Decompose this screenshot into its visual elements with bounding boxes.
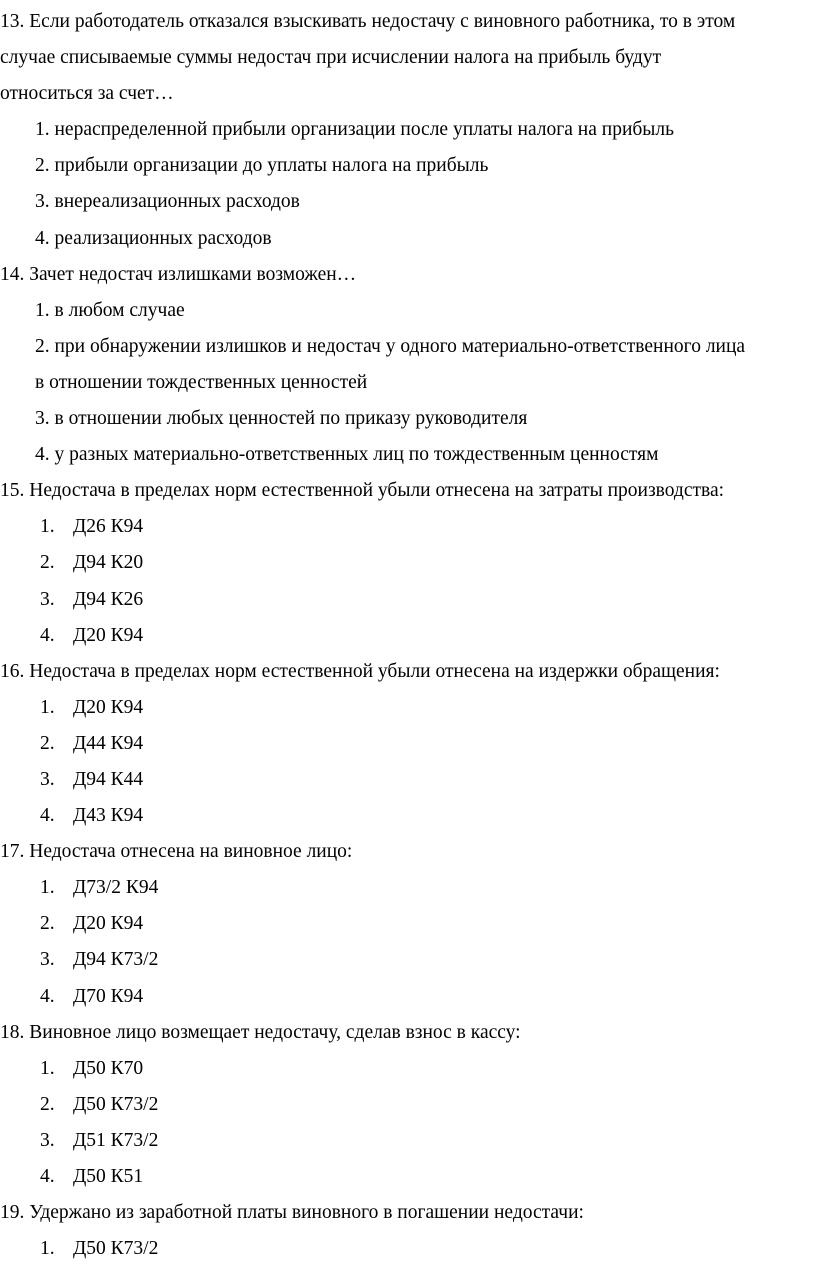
option-number: 1.: [35, 299, 50, 321]
option-text: в отношении любых ценностей по приказу руководителя: [54, 408, 528, 430]
option-number: 1.: [40, 516, 55, 538]
answer-option: [0, 1231, 816, 1267]
option-text: прибыли организации до уплаты налога на прибыль: [54, 155, 489, 177]
option-number: 1.: [40, 1238, 55, 1260]
option-text: Д94 К73/2: [73, 949, 159, 971]
question-block: [0, 1195, 816, 1267]
option-text: Д94 К44: [73, 768, 144, 790]
question-block: [0, 834, 816, 1014]
option-number: 4.: [40, 985, 55, 1007]
question-text: 18. Виновное лицо возмещает недостачу, сделав взнос в кассу:: [0, 1021, 521, 1043]
answer-option: [0, 437, 816, 473]
option-text: нераспределенной прибыли организации после уплаты налога на прибыль: [54, 119, 675, 141]
question-block: [0, 257, 816, 474]
question-text: 15. Недостача в пределах норм естественной убыли отнесена на затраты производства:: [0, 480, 725, 502]
answer-option: [0, 293, 816, 329]
answer-option: [0, 762, 816, 798]
question-text: 13. Если работодатель отказался взыскивать недостачу с виновного работника, то в этом: [0, 11, 736, 32]
option-number: 3.: [35, 408, 50, 430]
option-text: Д50 К73/2: [73, 1238, 159, 1260]
question-text: 14. Зачет недостач излишками возможен…: [0, 263, 357, 285]
question-block: [0, 473, 816, 653]
document-page: [0, 4, 816, 1267]
answer-option: [0, 942, 816, 978]
option-number: 2.: [35, 335, 50, 357]
answer-option: [0, 148, 816, 184]
question-text: случае списываемые суммы недостач при исчислении налога на прибыль будут: [0, 47, 662, 69]
option-number: 2.: [40, 732, 55, 754]
answer-option: [0, 1159, 816, 1195]
option-number: 4.: [35, 444, 50, 466]
answer-option: [0, 1087, 816, 1123]
question-block: [0, 1015, 816, 1195]
option-number: 2.: [35, 155, 50, 177]
option-number: 1.: [40, 1057, 55, 1079]
option-text: Д50 К70: [73, 1057, 144, 1079]
option-number: 3.: [40, 768, 55, 790]
answer-option: [0, 509, 816, 545]
answer-option: [0, 1123, 816, 1159]
option-text: Д70 К94: [73, 985, 144, 1007]
answer-option: [0, 798, 816, 834]
answer-option: [0, 690, 816, 726]
answer-option: [0, 112, 816, 148]
answer-option: [0, 870, 816, 906]
option-text: Д50 К51: [73, 1166, 144, 1187]
option-number: 2.: [40, 552, 55, 574]
option-text: Д73/2 К94: [73, 877, 159, 899]
answer-option: [0, 618, 816, 654]
answer-option: [0, 1051, 816, 1087]
answer-option: [0, 979, 816, 1015]
option-number: 2.: [40, 913, 55, 935]
option-text: у разных материально-ответственных лиц по тождественным ценностям: [54, 444, 659, 466]
option-text: Д43 К94: [73, 805, 144, 827]
option-number: 3.: [35, 191, 50, 213]
option-text: Д44 К94: [73, 732, 144, 754]
option-number: 3.: [40, 949, 55, 971]
option-text-continuation: в отношении тождественных ценностей: [35, 371, 368, 393]
option-text: при обнаружении излишков и недостач у одного материально-ответственного лица: [54, 335, 746, 357]
option-number: 3.: [40, 588, 55, 610]
option-number: 1.: [35, 119, 50, 141]
option-text: Д20 К94: [73, 913, 144, 935]
option-number: 2.: [40, 1093, 55, 1115]
question-block: [0, 4, 816, 257]
question-text: 19. Удержано из заработной платы виновного в погашении недостачи:: [0, 1202, 584, 1224]
answer-option: [0, 184, 816, 220]
answer-option: [0, 582, 816, 618]
option-text: Д51 К73/2: [73, 1129, 159, 1151]
option-text: Д26 К94: [73, 516, 144, 538]
option-text: в любом случае: [54, 299, 185, 321]
answer-option: [0, 545, 816, 581]
option-text: внереализационных расходов: [54, 191, 300, 213]
option-text: реализационных расходов: [54, 227, 272, 249]
option-number: 1.: [40, 877, 55, 899]
answer-option: [0, 906, 816, 942]
option-text: Д20 К94: [73, 696, 144, 718]
answer-option: [0, 329, 816, 365]
answer-option: [0, 401, 816, 437]
answer-option: [0, 726, 816, 762]
option-number: 1.: [40, 696, 55, 718]
option-number: 4.: [40, 805, 55, 827]
option-text: Д94 К20: [73, 552, 144, 574]
answer-option: [0, 221, 816, 257]
option-number: 4.: [35, 227, 50, 249]
question-text: 17. Недостача отнесена на виновное лицо:: [0, 841, 353, 863]
option-number: 4.: [40, 1166, 55, 1187]
question-text: 16. Недостача в пределах норм естественной убыли отнесена на издержки обращения:: [0, 660, 720, 682]
option-text: Д50 К73/2: [73, 1093, 159, 1115]
option-number: 4.: [40, 624, 55, 646]
option-text: Д94 К26: [73, 588, 144, 610]
option-text: Д20 К94: [73, 624, 144, 646]
question-text: относиться за счет…: [0, 83, 174, 105]
option-number: 3.: [40, 1129, 55, 1151]
question-block: [0, 654, 816, 834]
